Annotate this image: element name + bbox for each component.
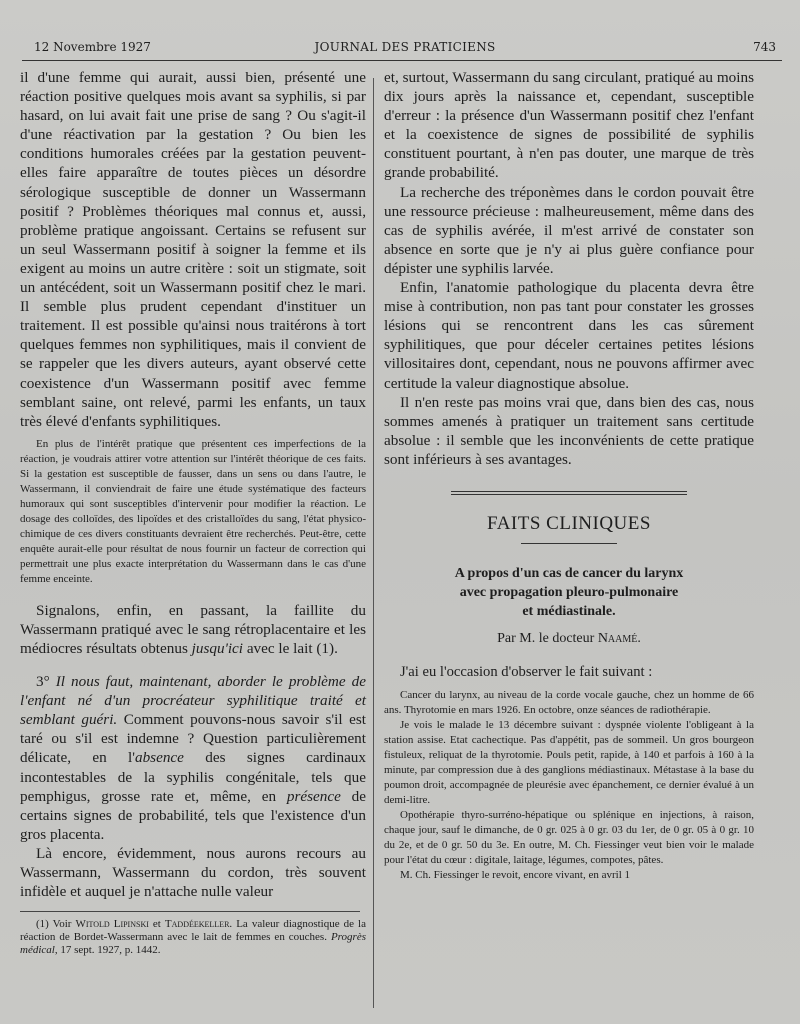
case-paragraph: Je vois le malade le 13 décembre suivant : dyspnée violente l'obligeant à la station assise. Etat cachectique. Pas d'appétit, pas de sommeil. Un gros bourgeon fistuleux, reliquat de la thyrotomie. Pouls petit, rapide, à 140 et parfois à 160 à la minute, par compression due à des ganglions médiastinaux. Métastase à la base du poumon droit, accompagnée de pleurésie avec épanchement, ce dernier évalué à un demi-litre.	[384, 719, 754, 807]
paragraph: il d'une femme qui aurait, aussi bien, présenté une réaction positive quelques mois avant sa syphilis, si par hasard, on lui avait fait une prise de sang ? Ou s'agit-il d'une réactivation par la gestation ? Ou bien les conditions humorales créées par la gestation peuvent-elles faire apparaître de toutes pièces un désordre sérologique susceptible de donner un Wassermann positif ? Problèmes théoriques mal connus et, aussi, problème pratique angoissant. Certains se refusent sur un seul Wassermann positif à soigner la femme et ils exigent au moins un autre critère : soit un stigmate, soit un antécédent, soit un Wassermann positif chez le mari. Il semble plus prudent cependant d'instituer un traitement. Il est possible qu'ainsi nous traitérons à tort quelques femmes non syphilitiques, mais il convient de se rappeler que les divers auteurs, ayant observé cette coexistence d'un Wassermann positif avec femme semblant saine, ont relevé, parmi les enfants, un taux très élevé d'enfants syphilitiques.	[20, 69, 366, 430]
page-header	[34, 40, 776, 56]
header-rule	[22, 60, 782, 61]
case-paragraph: Cancer du larynx, au niveau de la corde vocale gauche, chez un homme de 66 ans. Thyrotomie en mars 1926. En octobre, onze séances de radiothérapie.	[384, 689, 754, 717]
case-paragraph: Opothérapie thyro-surréno-hépatique ou splénique en injections, à raison, chaque jour, sauf le dimanche, de 0 gr. 025 à 0 gr. 03 du 1er, de 0 gr. 05 à 0 gr. 10 du 2e, et de 0 gr. 50 du 3e. En outre, M. Ch. Fiessinger veut bien voir le malade pour l'état du cœur : digitale, laitage, légumes, compotes, pâtes.	[384, 809, 754, 867]
case-paragraph: M. Ch. Fiessinger le revoit, encore vivant, en avril 1	[400, 869, 631, 882]
article-author: Par M. le docteur Naamé.	[497, 630, 641, 646]
footnote-rule	[20, 911, 360, 912]
section-double-rule	[451, 491, 687, 495]
column-divider	[373, 78, 374, 1008]
left-column	[20, 68, 366, 957]
small-print-paragraph: En plus de l'intérêt pratique que présentent ces imperfections de la réaction, je voudrais attirer votre attention sur l'intérêt théorique de ces faits. Si la gestation est susceptible de fausser, dans un sens ou dans l'autre, le Wassermann, il conviendrait de faire une étude systématique des facteurs humoraux qui sont susceptibles d'intervenir pour modifier la réaction. Le dosage des colloïdes, des lipoïdes et des cristalloïdes du sang, l'état physico-chimique de ces divers constituants devraient être recherchés. Peut-être, cette enquête aurait-elle pour résultat de nous fournir un facteur de correction qui permettrait une plus exacte interprétation du Wassermann dans le cas d'une femme enceinte.	[20, 437, 366, 585]
page-number: 743	[753, 40, 776, 54]
paragraph: Il n'en reste pas moins vrai que, dans bien des cas, nous sommes amenés à pratiquer un traitement sans certitude absolue : il semble que les inconvénients de cette pratique sont inférieurs à ses avantages.	[384, 393, 754, 468]
journal-title: JOURNAL DES PRATICIENS	[314, 40, 496, 54]
paragraph: J'ai eu l'occasion d'observer le fait suivant :	[400, 663, 653, 680]
article-title: A propos d'un cas de cancer du larynx avec propagation pleuro-pulmonaire et médiastinale.	[454, 565, 684, 619]
paragraph: Signalons, enfin, en passant, la faillite du Wassermann pratiqué avec le sang rétroplacentaire et les médiocres résultats obtenus jusqu'ici avec le lait (1).	[20, 601, 366, 657]
section-heading: FAITS CLINIQUES	[487, 512, 651, 534]
paragraph: et, surtout, Wassermann du sang circulant, pratiqué au moins dix jours après la naissance et, cependant, susceptible d'erreur : la présence d'un Wassermann positif chez l'enfant et la coexistence de signes de possibilité de syphilis constituent pourtant, à n'en pas douter, une marque de très grande probabilité.	[384, 69, 754, 182]
issue-date: 12 Novembre 1927	[34, 40, 151, 54]
right-column	[384, 68, 754, 883]
paragraph: Là encore, évidemment, nous aurons recours au Wassermann, Wassermann du cordon, très souvent infidèle et auquel je n'attache nulle valeur	[20, 844, 366, 901]
section-underline	[521, 543, 617, 544]
paragraph: Enfin, l'anatomie pathologique du placenta devra être mise à contribution, non pas tant pour constater les grosses lésions qui se rencontrent dans les cas sûrement syphilitiques, que pour déceler certaines petites lésions villositaires dont, cependant, nous ne pouvons affirmer avec certitude la valeur diagnostique absolue.	[384, 279, 754, 392]
paragraph: 3° Il nous faut, maintenant, aborder le problème de l'enfant né d'un procréateur syphilitique traité et semblant guéri. Comment pouvons-nous savoir s'il est taré ou s'il est indemne ? Question particulièrement délicate, en l'absence des signes cardinaux incontestables de la syphilis congénitale, tels que pemphigus, grosse rate et, même, en présence de certains signes de probabilité, tels que l'existence d'un gros placenta.	[20, 673, 367, 843]
footnote: (1) Voir Witold Lipinski et Taddéekeller. La valeur diagnostique de la réaction de Bordet-Wassermann avec le lait de femmes en couches. Progrès médical, 17 sept. 1927, p. 1442.	[20, 918, 366, 957]
paragraph: La recherche des tréponèmes dans le cordon pouvait être une ressource précieuse : malheureusement, même dans des cas de syphilis avérée, il m'est arrivé de constater son absence en sorte que je n'y ai plus guère confiance pour dépister une syphilis larvée.	[384, 183, 754, 277]
